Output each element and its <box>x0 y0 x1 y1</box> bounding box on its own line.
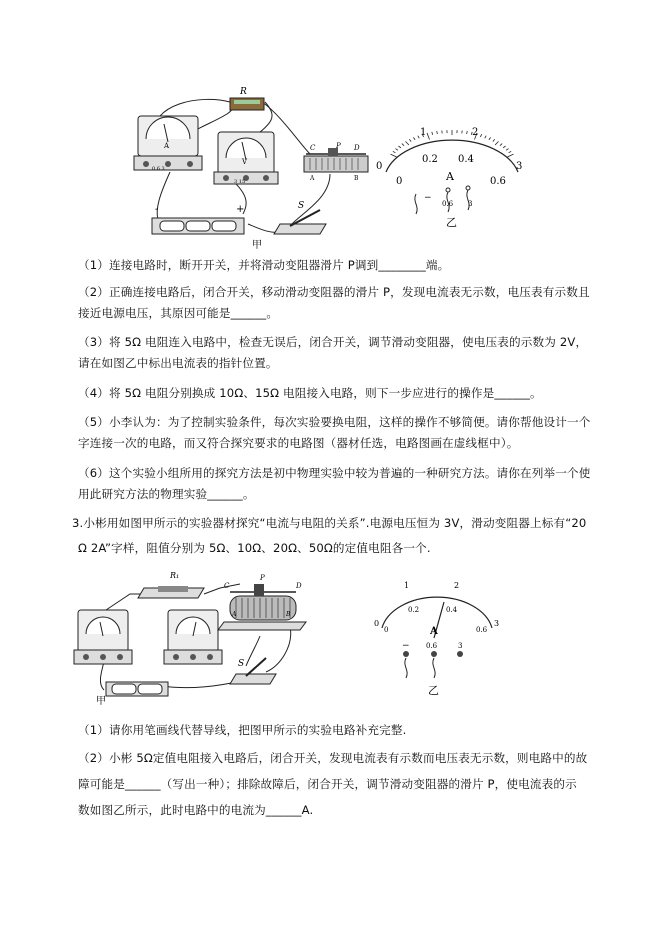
dial-tick <box>485 136 487 139</box>
dial-tick <box>489 137 491 140</box>
q2-line: （5）小李认为：为了控制实验条件，每次实验要换电阻，这样的操作不够简便。请你帮他设计一个 <box>78 415 591 429</box>
rheostat2-c: C <box>224 582 230 590</box>
dial-tick <box>507 154 513 157</box>
resistor-label: R <box>240 87 247 97</box>
rheostat2-b: B <box>286 611 291 618</box>
battery-pack-2 <box>106 682 168 696</box>
dial2-bottom-3: 0.6 <box>476 626 488 634</box>
rheostat-device-2 <box>218 584 306 630</box>
dial2-top-2: 2 <box>454 581 460 590</box>
dial2-terminal-minus: − <box>402 641 410 651</box>
circuit-figure-2 <box>70 566 310 706</box>
dial2-bottom-2: 0.4 <box>446 606 458 614</box>
rheostat-p: P <box>336 142 341 150</box>
dial1-terminal-06: 0.6 <box>442 200 454 208</box>
voltmeter-terminals: 3 15 <box>234 179 246 185</box>
dial-tick <box>509 151 512 153</box>
dial-tick <box>437 131 438 134</box>
dial1-terminal-minus: − <box>424 193 432 203</box>
q3-intro-line: 3.小彬用如图甲所示的实验器材探究“电流与电阻的关系”.电源电压恒为 3V，滑动变阻器上标有“20 <box>72 516 587 530</box>
dial1-unit: A <box>446 170 454 183</box>
dial-tick <box>467 131 468 134</box>
q2-line: 请在如图乙中标出电流表的指针位置。 <box>78 356 278 370</box>
battery-minus: - <box>155 204 159 215</box>
q3-line: （1）请你用笔画线代替导线，把图甲所示的实验电路补充完整. <box>78 723 407 737</box>
dial1-terminal-3: 3 <box>468 200 473 208</box>
dial-tick <box>495 141 498 145</box>
dial2-terminal-06: 0.6 <box>426 642 438 650</box>
rheostat-d: D <box>354 144 360 152</box>
dial-tick <box>503 146 505 148</box>
q3-line: （2）小彬 5Ω定值电阻接入电路后，闭合开关，发现电流表有示数而电压表无示数，则电路中的故 <box>78 751 588 765</box>
figure1-caption: 甲 <box>252 240 262 250</box>
dial-tick <box>406 141 409 145</box>
dial1-bottom-0: 0 <box>396 176 403 187</box>
dial-tick <box>399 146 401 148</box>
dial-tick <box>402 144 404 146</box>
resistor-r <box>230 98 264 110</box>
dial-tick <box>500 144 502 146</box>
rheostat2-a: A <box>232 611 237 618</box>
dial1-top-3: 3 <box>516 161 523 172</box>
switch-label: S <box>298 201 305 211</box>
dial2-bottom-0: 0 <box>384 626 389 634</box>
rheostat-a: A <box>310 175 315 182</box>
q2-line: （6）这个实验小组所用的探究方法是初中物理实验中较为普遍的一种研究方法。请你在列举一个使 <box>78 466 591 480</box>
dial-tick <box>413 137 415 140</box>
ammeter-terminals: 0.6 3 <box>152 166 165 172</box>
dial-tick <box>480 134 481 137</box>
q2-line: 接近电源电压，其原因可能是______。 <box>78 306 279 320</box>
dial2-top-0: 0 <box>374 619 380 628</box>
rheostat2-d: D <box>296 582 302 590</box>
q3-line: 数如图乙所示，此时电路中的电流为______A. <box>78 803 314 817</box>
dial-tick <box>396 149 399 151</box>
dial1-top-1: 1 <box>420 127 427 138</box>
rheostat2-p: P <box>260 574 265 582</box>
switch-s <box>274 210 326 234</box>
switch2-label: S <box>238 659 245 669</box>
voltmeter-letter: V <box>242 158 248 166</box>
dial-tick <box>506 149 509 151</box>
battery-pack <box>152 218 244 234</box>
dial2-terminal-3: 3 <box>458 642 463 650</box>
dial1-top-0: 0 <box>376 161 383 172</box>
rheostat-b: B <box>354 175 359 182</box>
dial1-top-2: 2 <box>472 127 479 138</box>
dial-tick <box>493 139 495 141</box>
dial2-top-3: 3 <box>494 619 500 628</box>
q2-line: （2）正确连接电路后，闭合开关，移动滑动变阻器的滑片 P，发现电流表无示数，电压表有示数且 <box>78 285 590 299</box>
dial-tick <box>391 154 397 157</box>
ammeter-dial-1 <box>372 122 532 232</box>
battery-plus: + <box>236 204 245 215</box>
dial2-top-1: 1 <box>404 581 410 590</box>
q2-line: （1）连接电路时，断开开关，并将滑动变阻器滑片 P调到________端。 <box>78 258 450 272</box>
q2-line: （3）将 5Ω 电阻连入电路中，检查无误后，闭合开关，调节滑动变阻器，使电压表的示数为 2V， <box>78 335 588 349</box>
dial-tick <box>409 139 411 141</box>
q3-intro-line: Ω 2A”字样，阻值分别为 5Ω、10Ω、20Ω、50Ω的定值电阻各一个. <box>78 541 431 555</box>
dial1-bottom-1: 0.2 <box>422 154 438 165</box>
dial-tick <box>393 151 396 153</box>
figure2-caption: 甲 <box>96 696 106 706</box>
circuit-figure-1 <box>130 84 383 250</box>
rheostat-c: C <box>310 144 316 152</box>
q3-line: 障可能是______（写出一种）；排除故障后，闭合开关，调节滑动变阻器的滑片 P，使电流表的示 <box>78 777 577 791</box>
meter1-caption: 乙 <box>446 216 457 229</box>
q2-line: 字连接一次的电路，而又符合探究要求的电路图（器材任选，电路图画在虚线框中）。 <box>78 436 519 450</box>
ammeter-letter: A <box>164 142 170 150</box>
ammeter-device-2 <box>74 610 132 664</box>
ammeter-dial-2 <box>372 578 502 698</box>
dial2-unit: A <box>430 626 438 637</box>
q2-line: （4）将 5Ω 电阻分别换成 10Ω、15Ω 电阻接入电路，则下一步应进行的操作是______。 <box>78 386 542 400</box>
meter2-caption: 乙 <box>428 684 439 697</box>
resistor-r1 <box>138 586 204 598</box>
dial1-bottom-3: 0.6 <box>490 176 506 187</box>
dial1-bottom-2: 0.4 <box>458 154 474 165</box>
dial2-bottom-1: 0.2 <box>408 606 420 614</box>
resistor1-label: R₁ <box>170 571 180 580</box>
dial-tick <box>432 132 433 135</box>
voltmeter-device-2 <box>164 610 222 664</box>
q2-line: 用此研究方法的物理实验______。 <box>78 487 255 501</box>
dial-tick <box>427 133 430 140</box>
